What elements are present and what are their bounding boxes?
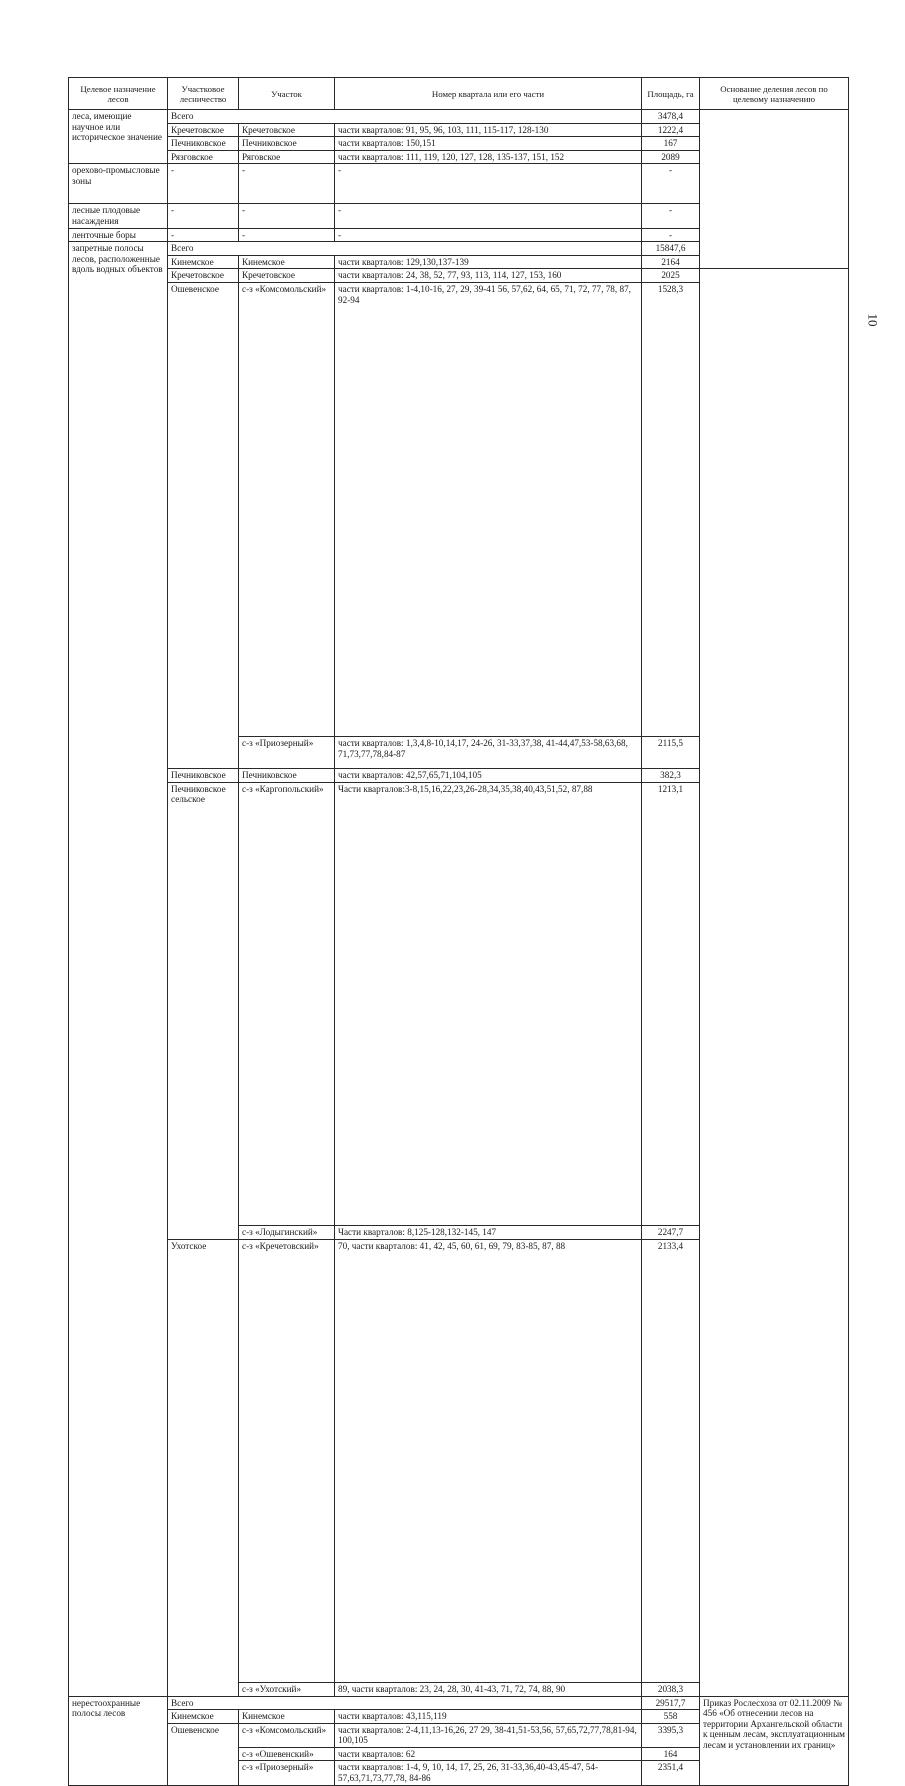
- site-cell: с-з «Кречетовский»: [239, 1239, 335, 1682]
- site-cell: с-з «Приозерный»: [239, 1761, 335, 1785]
- site-cell: с-з «Приозерный»: [239, 736, 335, 768]
- table-row: [69, 768, 849, 782]
- header-site: Участок: [239, 78, 335, 110]
- quarter-cell: части кварталов: 43,115,119: [335, 1710, 642, 1724]
- area-cell: 164: [642, 1747, 700, 1761]
- table-row: [69, 1239, 849, 1682]
- area-cell: 1213,1: [642, 782, 700, 1225]
- area-cell: 2025: [642, 269, 700, 283]
- site-cell: Ряговское: [239, 150, 335, 164]
- site-cell: -: [239, 164, 335, 204]
- forestry-cell: -: [168, 204, 239, 228]
- area-cell: -: [642, 164, 700, 204]
- quarter-cell: -: [335, 228, 642, 242]
- header-basis: Основание деления лесов по целевому назначению: [700, 78, 849, 110]
- quarter-cell: части кварталов: 24, 38, 52, 77, 93, 113, 114, 127, 153, 160: [335, 269, 642, 283]
- quarter-cell: Части кварталов:3-8,15,16,22,23,26-28,34,35,38,40,43,51,52, 87,88: [335, 782, 642, 1225]
- area-cell: 2133,4: [642, 1239, 700, 1682]
- area-cell: 2351,4: [642, 1761, 700, 1785]
- purpose-cell: ленточные боры: [69, 228, 168, 242]
- site-cell: Кречетовское: [239, 123, 335, 137]
- forestry-cell: Печниковское сельское: [168, 782, 239, 1239]
- area-cell: 167: [642, 137, 700, 151]
- area-cell: 2115,5: [642, 736, 700, 768]
- area-cell: 1528,3: [642, 282, 700, 736]
- area-cell: 382,3: [642, 768, 700, 782]
- forestry-cell: Печниковское: [168, 137, 239, 151]
- page-number: 10: [865, 313, 881, 327]
- table-header-row: [69, 78, 849, 110]
- quarter-cell: части кварталов: 1,3,4,8-10,14,17, 24-26, 31-33,37,38, 41-44,47,53-58,63,68, 71,73,77,78,84-87: [335, 736, 642, 768]
- purpose-cell: лесные плодовые насаждения: [69, 204, 168, 228]
- area-total: 29517,7: [642, 1696, 700, 1710]
- purpose-cell: орехово-промысловые зоны: [69, 164, 168, 204]
- table-row: [69, 282, 849, 736]
- forest-purpose-table: [68, 77, 849, 1786]
- site-cell: Печниковское: [239, 137, 335, 151]
- quarter-cell: части кварталов: 91, 95, 96, 103, 111, 115-117, 128-130: [335, 123, 642, 137]
- area-cell: -: [642, 204, 700, 228]
- header-purpose: Целевое назначение лесов: [69, 78, 168, 110]
- site-cell: Кречетовское: [239, 269, 335, 283]
- forestry-cell: Рязговское: [168, 150, 239, 164]
- area-cell: 3395,3: [642, 1723, 700, 1747]
- forestry-cell: Кречетовское: [168, 269, 239, 283]
- site-cell: с-з «Комсомольский»: [239, 1723, 335, 1747]
- site-cell: с-з «Ошевенский»: [239, 1747, 335, 1761]
- forestry-cell: Печниковское: [168, 768, 239, 782]
- header-forestry: Участковое лесничество: [168, 78, 239, 110]
- forestry-cell: Кинемское: [168, 1710, 239, 1724]
- total-label: Всего: [168, 242, 642, 256]
- purpose-cell: нерестоохранные полосы лесов: [69, 1696, 168, 1785]
- purpose-cell: запретные полосы лесов, расположенные вдоль водных объектов: [69, 242, 168, 1696]
- quarter-cell: части кварталов: 111, 119, 120, 127, 128, 135-137, 151, 152: [335, 150, 642, 164]
- area-total: 15847,6: [642, 242, 700, 256]
- site-cell: с-з «Каргопольский»: [239, 782, 335, 1225]
- site-cell: Кинемское: [239, 255, 335, 269]
- site-cell: с-з «Комсомольский»: [239, 282, 335, 736]
- forestry-cell: Ошевенское: [168, 282, 239, 768]
- forestry-cell: -: [168, 228, 239, 242]
- quarter-cell: части кварталов: 129,130,137-139: [335, 255, 642, 269]
- area-cell: 2038,3: [642, 1682, 700, 1696]
- area-cell: 2164: [642, 255, 700, 269]
- quarter-cell: -: [335, 164, 642, 204]
- forestry-cell: -: [168, 164, 239, 204]
- header-quarter: Номер квартала или его части: [335, 78, 642, 110]
- table-row: [69, 110, 849, 124]
- forestry-cell: Кречетовское: [168, 123, 239, 137]
- header-area: Площадь, га: [642, 78, 700, 110]
- basis-cell-empty: [700, 110, 849, 269]
- quarter-cell: части кварталов: 1-4, 9, 10, 14, 17, 25, 26, 31-33,36,40-43,45-47, 54-57,63,71,73,77,78, 84-86: [335, 1761, 642, 1785]
- basis-cell: Приказ Рослесхоза от 02.11.2009 № 456 «Об отнесении лесов на территории Архангельской области к ценным лесам, эксплуатационным лесам и установлении их границ»: [700, 1696, 849, 1785]
- forestry-cell: Ухотское: [168, 1239, 239, 1696]
- table-row: [69, 1696, 849, 1710]
- total-label: Всего: [168, 110, 642, 124]
- total-label: Всего: [168, 1696, 642, 1710]
- quarter-cell: -: [335, 204, 642, 228]
- area-cell: 2247,7: [642, 1225, 700, 1239]
- site-cell: -: [239, 204, 335, 228]
- quarter-cell: 70, части кварталов: 41, 42, 45, 60, 61, 69, 79, 83-85, 87, 88: [335, 1239, 642, 1682]
- purpose-cell: леса, имеющие научное или историческое значение: [69, 110, 168, 164]
- site-cell: Печниковское: [239, 768, 335, 782]
- quarter-cell: части кварталов: 2-4,11,13-16,26, 27 29, 38-41,51-53,56, 57,65,72,77,78,81-94, 100,105: [335, 1723, 642, 1747]
- area-cell: 558: [642, 1710, 700, 1724]
- quarter-cell: Части кварталов: 8,125-128,132-145, 147: [335, 1225, 642, 1239]
- quarter-cell: 89, части кварталов: 23, 24, 28, 30, 41-43, 71, 72, 74, 88, 90: [335, 1682, 642, 1696]
- table-row: [69, 269, 849, 283]
- quarter-cell: части кварталов: 1-4,10-16, 27, 29, 39-41 56, 57,62, 64, 65, 71, 72, 77, 78, 87, 92-94: [335, 282, 642, 736]
- area-cell: 1222,4: [642, 123, 700, 137]
- area-total: 3478,4: [642, 110, 700, 124]
- forestry-cell: Ошевенское: [168, 1723, 239, 1785]
- table-row: [69, 782, 849, 1225]
- site-cell: с-з «Лодыгинский»: [239, 1225, 335, 1239]
- quarter-cell: части кварталов: 42,57,65,71,104,105: [335, 768, 642, 782]
- area-cell: 2089: [642, 150, 700, 164]
- site-cell: Кинемское: [239, 1710, 335, 1724]
- site-cell: с-з «Ухотский»: [239, 1682, 335, 1696]
- site-cell: -: [239, 228, 335, 242]
- forestry-cell: Кинемское: [168, 255, 239, 269]
- quarter-cell: части кварталов: 150,151: [335, 137, 642, 151]
- quarter-cell: части кварталов: 62: [335, 1747, 642, 1761]
- area-cell: -: [642, 228, 700, 242]
